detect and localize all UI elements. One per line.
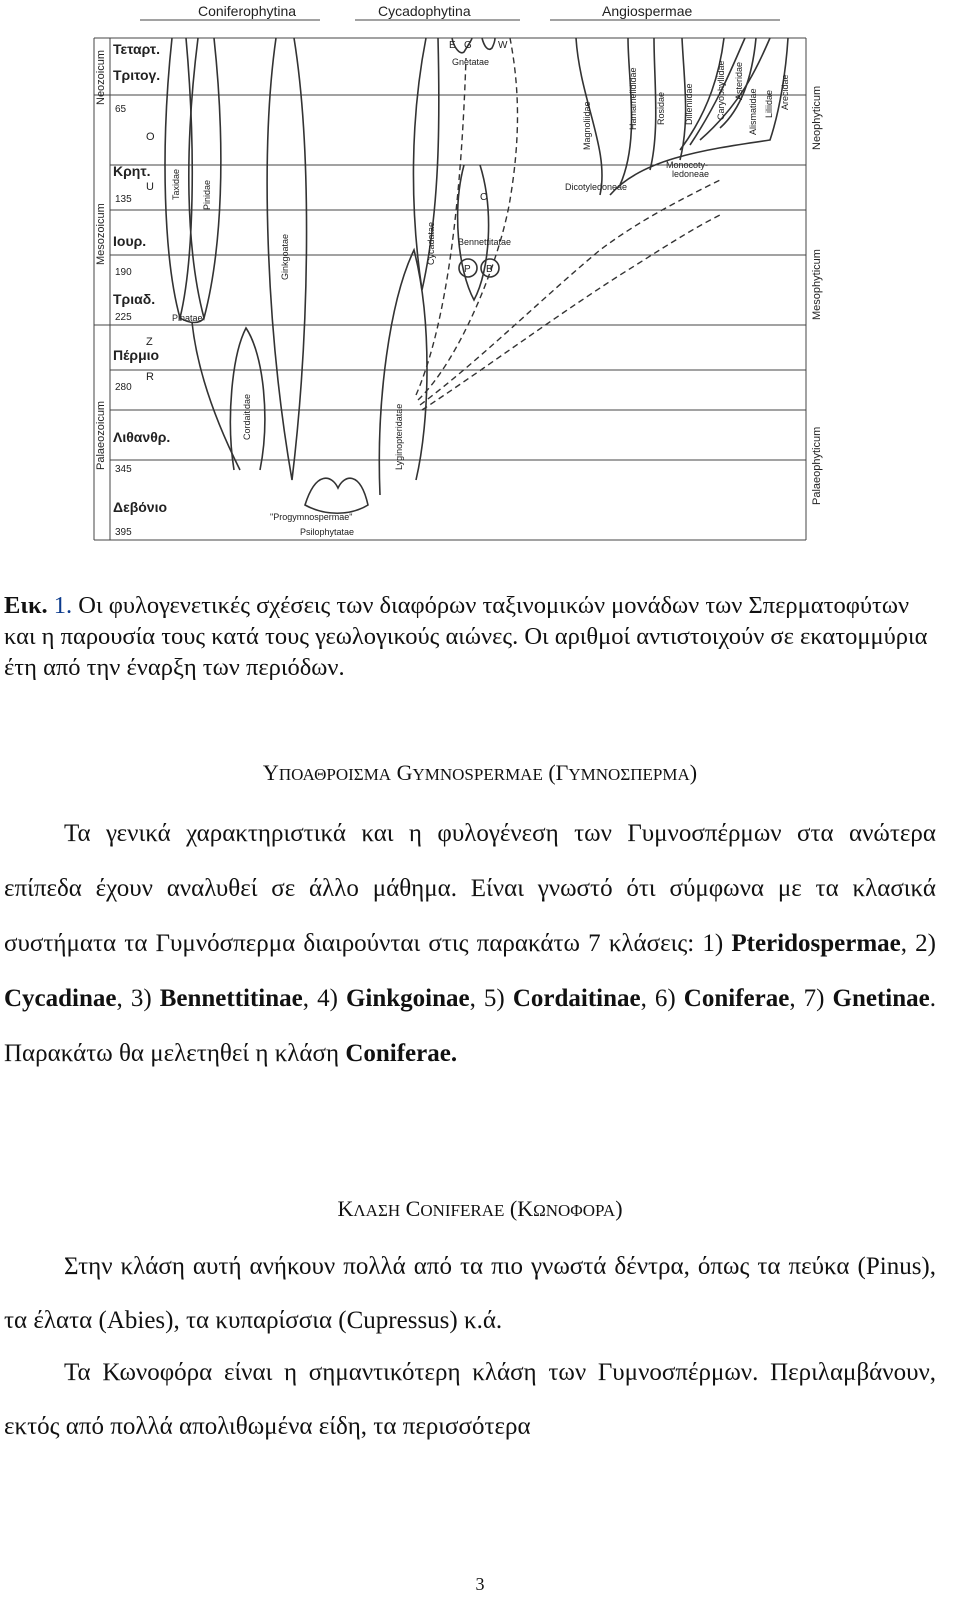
phylogeny-figure xyxy=(80,0,840,560)
sub-mark: R xyxy=(146,371,154,383)
class-name: Bennettitinae xyxy=(159,985,303,1012)
label-progymnospermae: "Progymnospermae" xyxy=(270,512,353,522)
period-boundaries xyxy=(94,38,806,540)
period-label: Λιθανθρ. xyxy=(113,429,171,445)
label-psilophytatae: Psilophytatae xyxy=(300,527,355,537)
sub-mark: U xyxy=(146,181,154,193)
label-magnoliidae: Magnoliidae xyxy=(582,101,592,150)
label-gnetum: G xyxy=(464,40,472,51)
age-label: 345 xyxy=(115,464,132,475)
taxon-labels xyxy=(171,40,790,537)
label-gnetatae: Gnetatae xyxy=(452,57,490,67)
link-angio-1 xyxy=(420,180,720,405)
phytic-neophyticum: Neophyticum xyxy=(811,85,823,150)
era-labels xyxy=(95,50,107,470)
caption-label: Εικ. xyxy=(4,592,48,619)
group-headers xyxy=(140,3,780,20)
section-heading-coniferae xyxy=(0,1196,960,1222)
period-label: Τριαδ. xyxy=(113,291,156,307)
heading-part: Κ xyxy=(337,1196,354,1221)
label-bennettitatae: Bennettitatae xyxy=(458,237,512,247)
paragraph-text: , 7) xyxy=(789,985,833,1012)
heading-part: YMNOSPERMAE xyxy=(412,765,543,784)
period-label: Τριτογ. xyxy=(113,67,161,83)
label-dilleniidae: Dilleniidae xyxy=(684,83,694,125)
label-pinatae: Pinatae xyxy=(172,313,203,323)
group-angiospermae: Angiospermae xyxy=(602,3,693,19)
period-label: Κρητ. xyxy=(113,163,151,179)
class-name: Cordaitinae xyxy=(512,985,641,1012)
age-label: 280 xyxy=(115,382,132,393)
paragraph-text: , 4) xyxy=(302,985,346,1012)
label-monocotyledoneae: Monocoty- xyxy=(666,160,709,170)
paragraph-text: , 5) xyxy=(469,985,513,1012)
branch-welwitschia xyxy=(482,38,495,49)
phytic-labels xyxy=(811,86,823,505)
heading-part: Υ xyxy=(262,760,279,785)
branch-progymnospermae xyxy=(305,478,368,513)
label-ephedra: E xyxy=(449,40,456,51)
label-ginkgoatae: Ginkgoatae xyxy=(280,233,290,280)
branch-pinatae-stem xyxy=(192,322,240,470)
caption-number: 1. xyxy=(53,592,73,619)
heading-part: ONIFERAE xyxy=(420,1201,505,1220)
label-arecidae: Arecidae xyxy=(780,74,790,110)
label-lyginopteridatae: Lyginopteridatae xyxy=(394,403,404,470)
paragraph-text: , 3) xyxy=(116,985,160,1012)
heading-part: (Γ xyxy=(548,760,569,785)
heading-part: ΛΑΣΗ xyxy=(353,1201,401,1220)
heading-part: ΥΜΝΟΣΠΕΡΜΑ xyxy=(568,765,690,784)
era-mesozoicum: Mesozoicum xyxy=(95,203,107,265)
age-label: 65 xyxy=(115,104,127,115)
group-cycadophytina: Cycadophytina xyxy=(378,3,471,19)
label-liliidae: Liliidae xyxy=(764,89,774,118)
label-asteridae: Asteridae xyxy=(734,61,744,100)
age-label: 135 xyxy=(115,194,132,205)
caption-text: Οι φυλογενετικές σχέσεις των διαφόρων ταξινομικών μονάδων των Σπερματοφύτων και η παρουσία τους κατά τους γεωλογικούς αιώνες. Οι αριθμοί αντιστοιχούν σε εκατομμύρια έτη από την έναρξη των περιόδων. xyxy=(4,592,928,681)
label-dicotyledoneae: Dicotyledoneae xyxy=(565,182,628,192)
paragraph-coniferae-importance xyxy=(4,1346,936,1454)
paragraph-text: , 6) xyxy=(640,985,684,1012)
label-cordaitidae: Cordaitidae xyxy=(242,393,252,440)
class-name: Ginkgoinae xyxy=(345,985,470,1012)
phytic-palaeophyticum: Palaeophyticum xyxy=(811,426,823,505)
age-label: 225 xyxy=(115,312,132,323)
label-taxidae: Taxidae xyxy=(171,168,181,200)
paragraph-text: . Παρακάτω θα μελετηθεί η κλάση xyxy=(4,985,936,1067)
label-cycadatae: Cycadatae xyxy=(426,221,436,265)
class-name: Pteridospermae xyxy=(731,930,901,957)
sub-mark: O xyxy=(146,131,155,143)
label-monocotyledoneae-2: ledoneae xyxy=(672,169,710,179)
group-coniferophytina: Coniferophytina xyxy=(198,3,297,19)
era-neozoicum: Neozoicum xyxy=(95,49,107,105)
heading-part: ΩΝΟΦΟΡΑ xyxy=(533,1201,616,1220)
heading-part: C xyxy=(405,1196,421,1221)
page-number: 3 xyxy=(475,1574,485,1594)
heading-part: ) xyxy=(689,760,698,785)
heading-part: ΠΟΑΘΡΟΙΣΜΑ xyxy=(278,765,392,784)
period-label: Πέρμιο xyxy=(113,347,160,363)
label-welwitschia: W xyxy=(498,40,508,51)
label-c: C xyxy=(480,192,488,203)
label-pinidae: Pinidae xyxy=(202,179,212,210)
period-label: Δεβόνιο xyxy=(113,499,168,515)
section-heading-gymnospermae xyxy=(0,760,960,786)
period-label: Τεταρτ. xyxy=(113,41,161,57)
figure-caption xyxy=(4,590,938,683)
period-label: Ιουρ. xyxy=(113,233,147,249)
label-b: B xyxy=(486,264,493,275)
class-name: Coniferae xyxy=(683,985,790,1012)
age-label: 395 xyxy=(115,527,132,538)
label-caryophyllidae: Caryophyllidae xyxy=(716,60,726,120)
heading-part: (Κ xyxy=(509,1196,534,1221)
label-alismatidae: Alismatidae xyxy=(748,88,758,135)
heading-part: G xyxy=(396,760,413,785)
label-hamamelididae: Hamamelididae xyxy=(628,67,638,130)
class-name: Gnetinae xyxy=(832,985,930,1012)
age-label: 190 xyxy=(115,267,132,278)
paragraph-text: , 2) xyxy=(900,930,936,957)
class-name: Coniferae. xyxy=(345,1040,458,1067)
branch-rosidae xyxy=(650,38,656,170)
paragraph-coniferae-intro xyxy=(4,1240,936,1348)
branch-pinidae xyxy=(189,38,221,318)
paragraph-text: Τα Κωνοφόρα είναι η σημαντικότερη κλάση των Γυμνοσπέρμων. Περιλαμβάνουν, εκτός από πολλά απολιθωμένα είδη, τα περισσότερα xyxy=(4,1359,936,1440)
phytic-mesophyticum: Mesophyticum xyxy=(811,249,823,320)
class-name: Cycadinae xyxy=(4,985,117,1012)
paragraph-text: Στην κλάση αυτή ανήκουν πολλά από τα πιο γνωστά δέντρα, όπως τα πεύκα (Pinus), τα έλατα (Abies), τα κυπαρίσσια (Cupressus) κ.ά. xyxy=(4,1253,936,1334)
sub-mark: Z xyxy=(146,336,153,348)
label-rosidae: Rosidae xyxy=(656,91,666,125)
heading-part: ) xyxy=(615,1196,623,1221)
label-p: P xyxy=(464,264,471,275)
paragraph-text: Τα γενικά χαρακτηριστικά και η φυλογένεση των Γυμνοσπέρμων στα ανώτερα επίπεδα έχουν αναλυθεί σε άλλο μάθημα. Είναι γνωστό ότι σύμφωνα με τα κλασικά συστήματα τα Γυμνόσπερμα διαιρούνται στις παρακάτω 7 κλάσεις: 1) xyxy=(4,820,936,957)
branch-bennettitatae xyxy=(458,165,489,300)
paragraph-gymnospermae xyxy=(4,806,936,1081)
era-palaeozoicum: Palaeozoicum xyxy=(95,400,107,470)
